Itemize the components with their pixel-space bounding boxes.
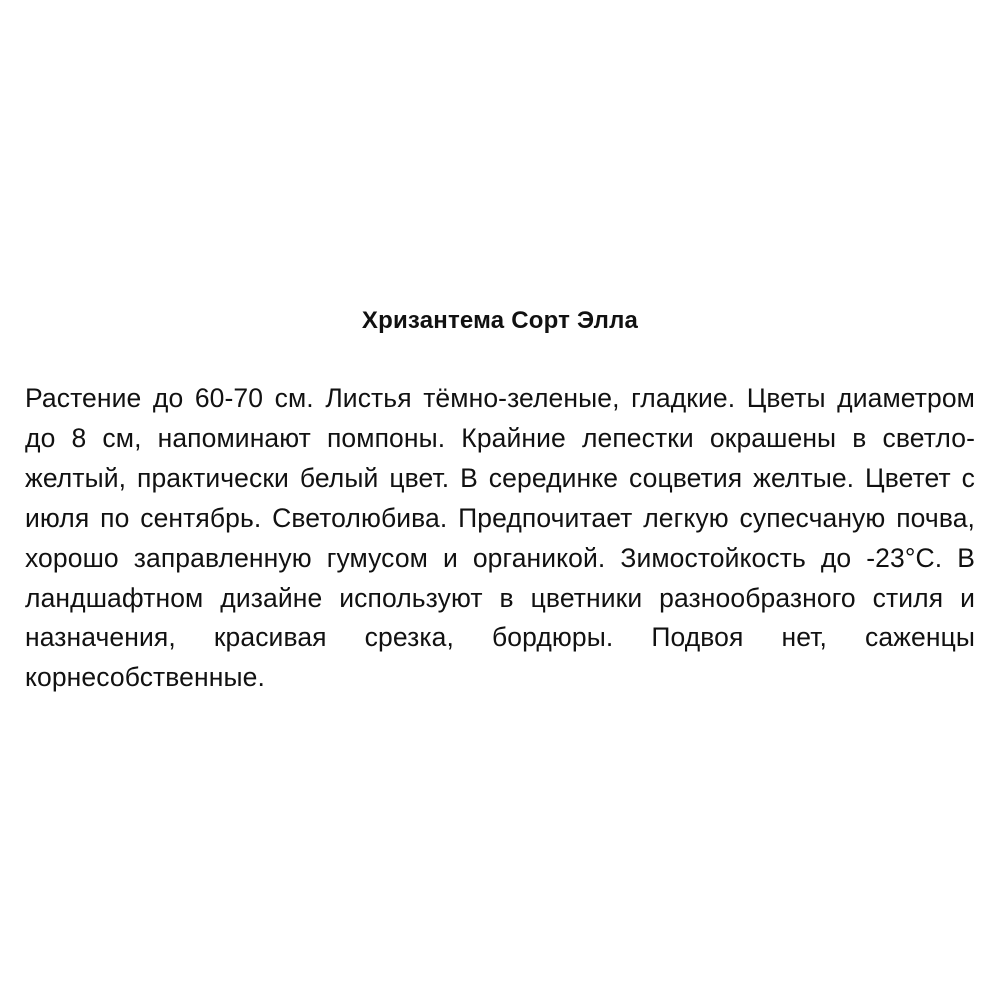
product-description-card: [25, 303, 975, 698]
product-title: Хризантема Сорт Элла: [361, 307, 639, 334]
product-description: Растение до 60-70 см. Листья тёмно-зеленые, гладкие. Цветы диаметром до 8 см, напоминают помпоны. Крайние лепестки окрашены в светло-желтый, практически белый цвет. В серединке соцветия желтые. Цветет с июля по сентябрь. Светолюбива. Предпочитает легкую супесчаную почва, хорошо заправленную гумусом и органикой. Зимостойкость до -23°C. В ландшафтном дизайне используют в цветники разнообразного стиля и назначения, красивая срезка, бордюры. Подвоя нет, саженцы корнесобственные.: [25, 383, 975, 693]
